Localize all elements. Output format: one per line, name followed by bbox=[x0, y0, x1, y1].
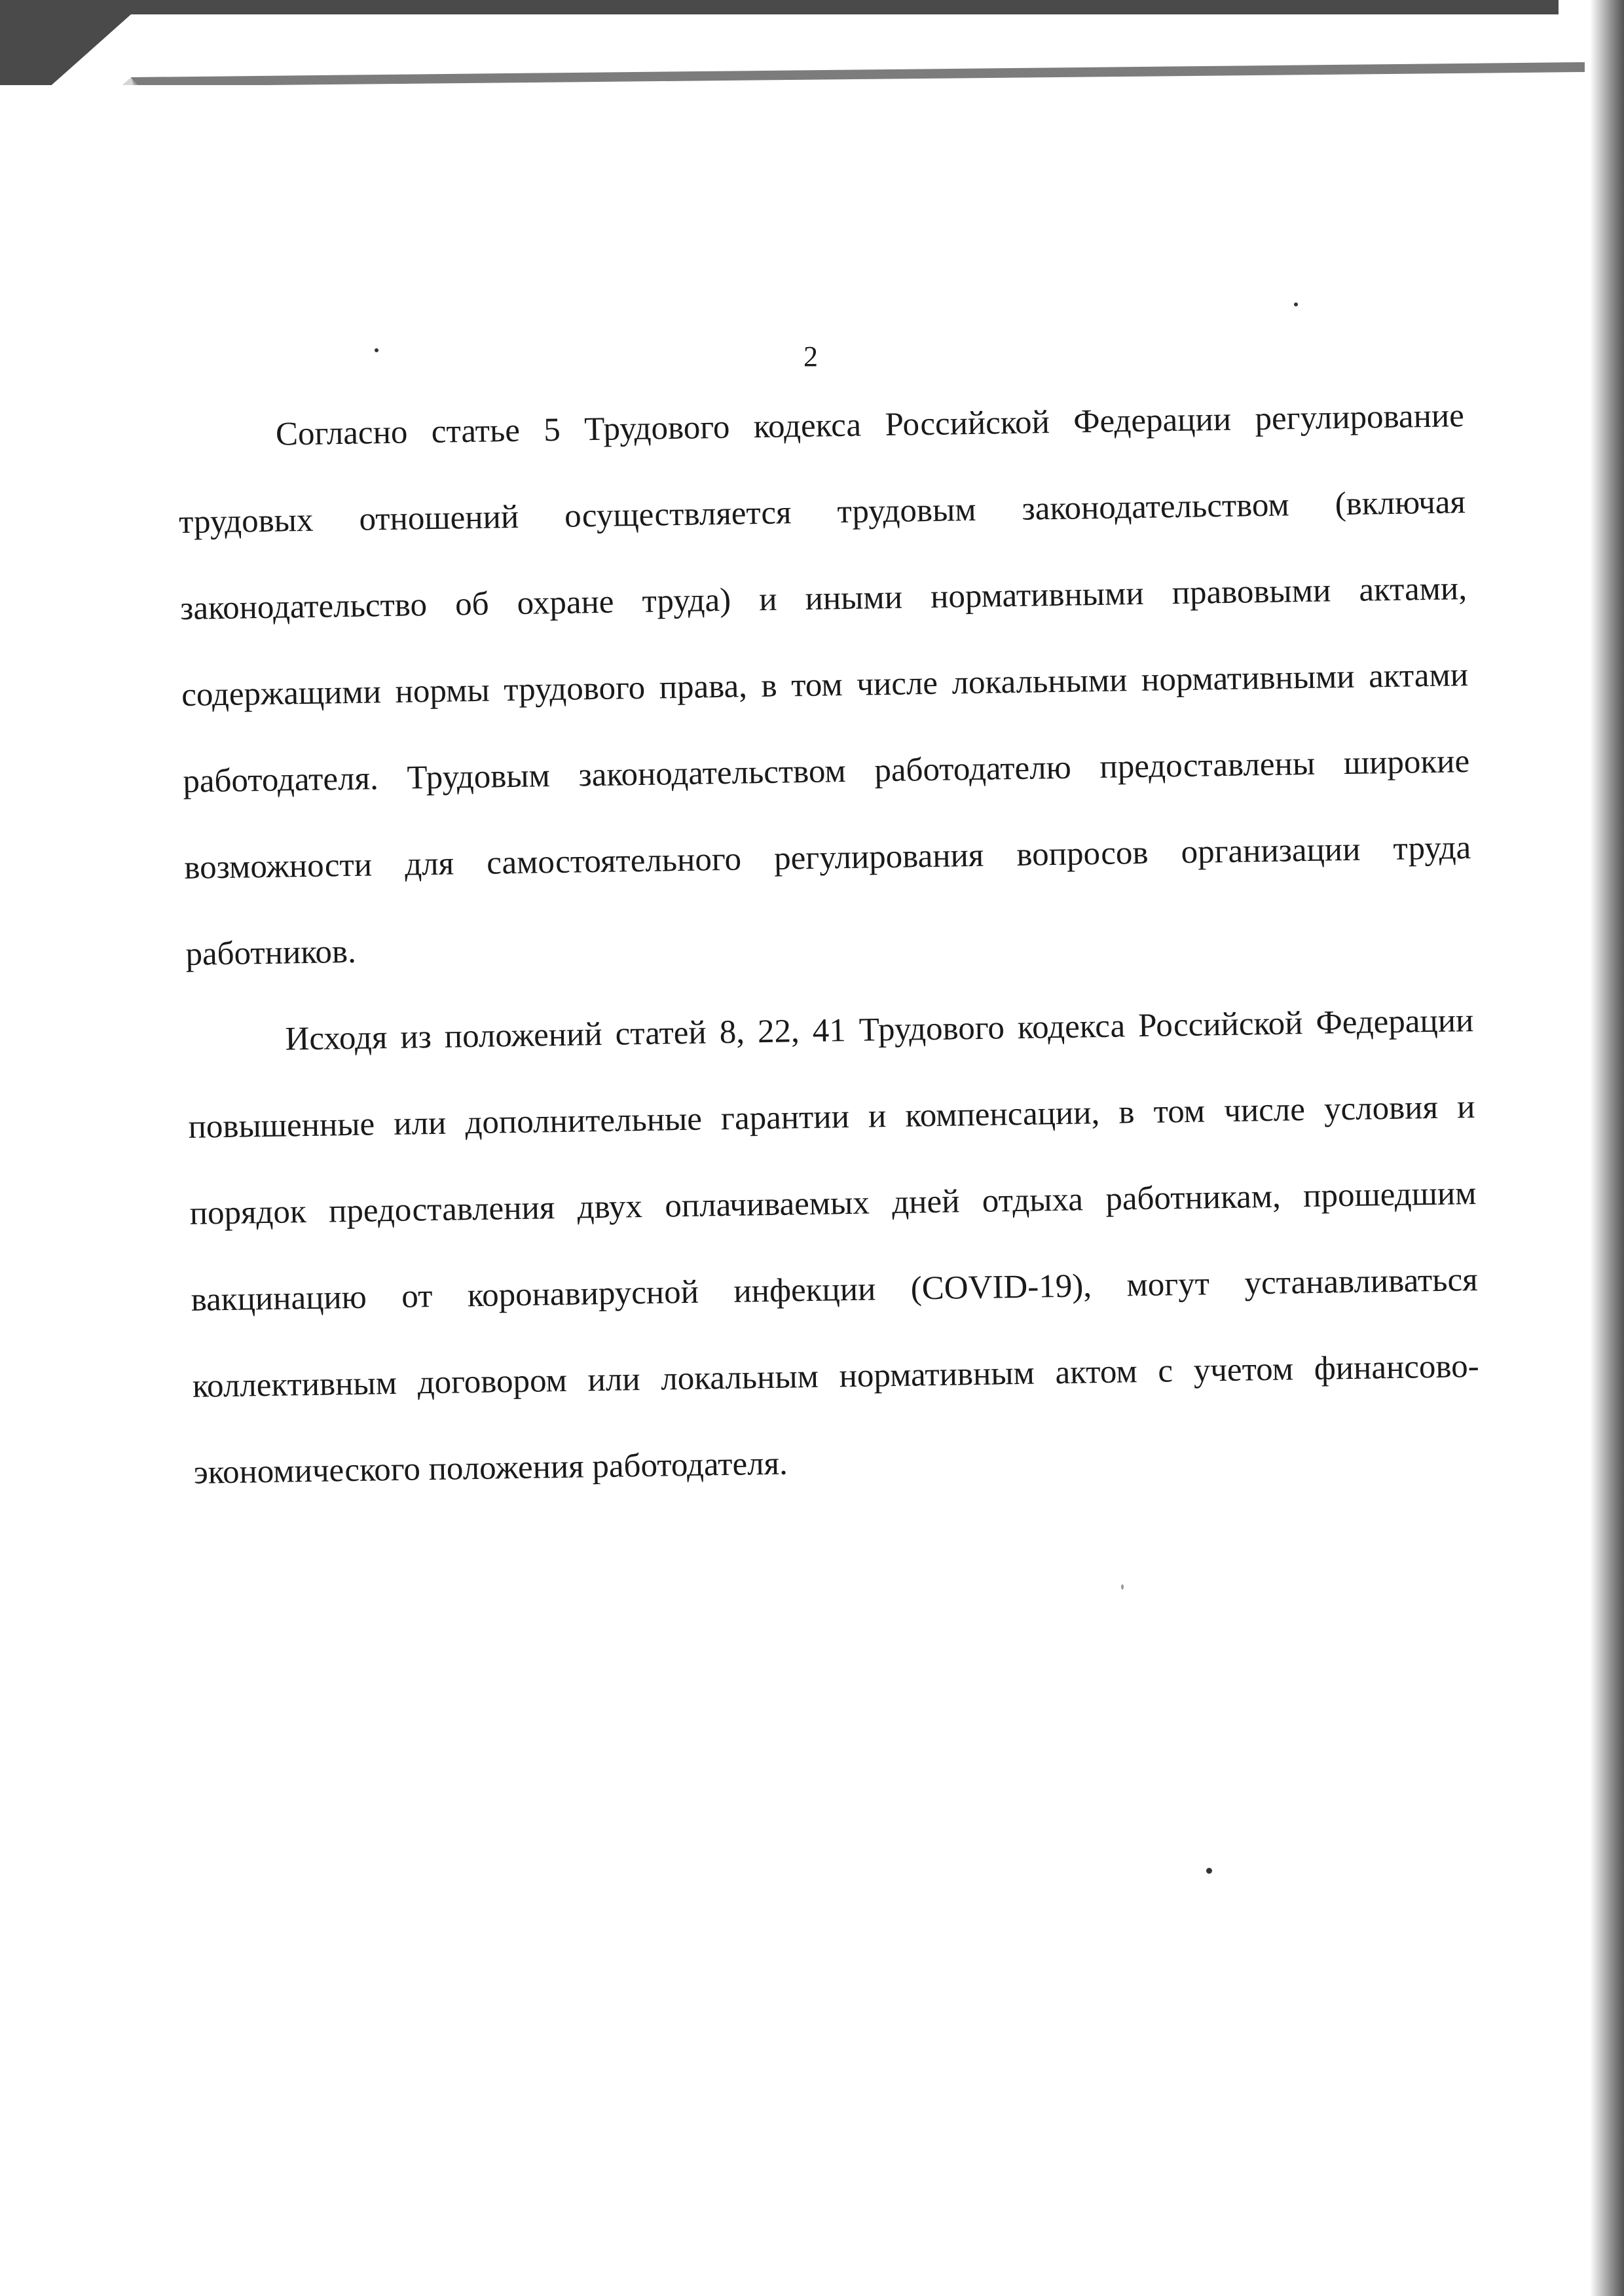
document-body bbox=[177, 373, 1481, 1516]
scan-speck bbox=[375, 348, 378, 352]
scan-speck bbox=[1121, 1584, 1124, 1590]
paragraph-2: Исходя из положений статей 8, 22, 41 Трудового кодекса Российской Федерации повышенные или дополнительные гарантии и компенсации, в том числе условия и порядок предоставления двух оплачиваемых дней отдыха работникам, прошедшим вакцинацию от коронавирусной инфекции (COVID-19), могут устанавливаться коллективным договором или локальным нормативным актом с учетом финансово-экономического положения работодателя. bbox=[188, 1002, 1480, 1491]
page-number: 2 bbox=[803, 340, 818, 373]
scan-speck bbox=[1206, 1868, 1212, 1874]
scan-right-shadow bbox=[1590, 0, 1624, 2296]
scan-edge-artifact bbox=[0, 0, 1624, 85]
paragraph-1: Согласно статье 5 Трудового кодекса Российской Федерации регулирование трудовых отношений осуществляется трудовым законодательством (включая законодательство об охране труда) и иными нормативными правовыми актами, содержащими нормы трудового права, в том числе локальными нормативными актами работодателя. Трудовым законодательством работодателю предоставлены широкие возможности для самостоятельного регулирования вопросов организации труда работников. bbox=[178, 397, 1471, 973]
scan-speck bbox=[1294, 302, 1298, 306]
